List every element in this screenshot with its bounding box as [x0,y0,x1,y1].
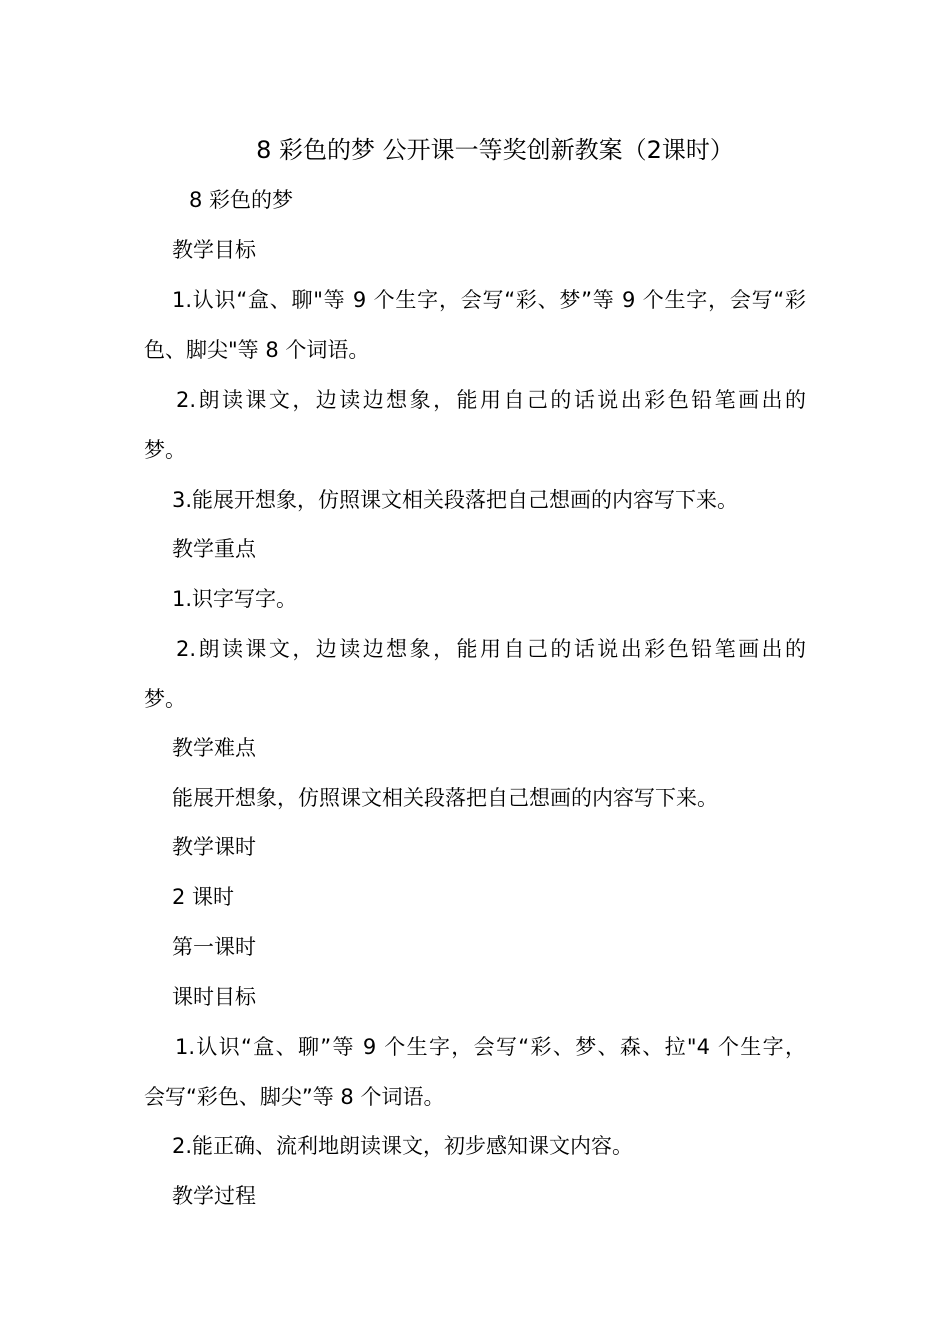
document-title: 8 彩色的梦 公开课一等奖创新教案（2课时） [256,136,734,164]
difficulty-text: 能展开想象，仿照课文相关段落把自己想画的内容写下来。 [172,786,718,810]
section-heading-lesson-1: 第一课时 [172,935,256,959]
section-heading-lesson-goals: 课时目标 [172,985,256,1009]
goal-2-line-2: 梦。 [144,438,186,462]
key-point-1: 1.识字写字。 [172,587,298,611]
section-heading-key-points: 教学重点 [172,537,256,561]
lesson-goal-2: 2.能正确、流利地朗读课文，初步感知课文内容。 [172,1134,634,1158]
goal-1-line-2: 色、脚尖"等 8 个词语。 [144,338,370,362]
lesson-subtitle: 8 彩色的梦 [189,188,294,212]
key-point-2-line-2: 梦。 [144,687,186,711]
goal-3: 3.能展开想象，仿照课文相关段落把自己想画的内容写下来。 [172,488,739,512]
section-heading-difficulty: 教学难点 [172,736,256,760]
section-heading-process: 教学过程 [172,1184,256,1208]
goal-1-line-1: 1.认识“盒、聊"等 9 个生字，会写“彩、梦”等 9 个生字，会写“彩 [172,288,806,312]
goal-2-line-1: 2.朗读课文，边读边想象，能用自己的话说出彩色铅笔画出的 [176,388,806,412]
key-point-2-line-1: 2.朗读课文，边读边想象，能用自己的话说出彩色铅笔画出的 [176,637,806,661]
lesson-goal-1-line-2: 会写“彩色、脚尖”等 8 个词语。 [144,1085,445,1109]
lesson-goal-1-line-1: 1.认识“盒、聊”等 9 个生字，会写“彩、梦、森、拉"4 个生字， [175,1035,806,1059]
section-heading-hours: 教学课时 [172,835,256,859]
section-heading-goals: 教学目标 [172,238,256,262]
hours-text: 2 课时 [172,885,235,909]
